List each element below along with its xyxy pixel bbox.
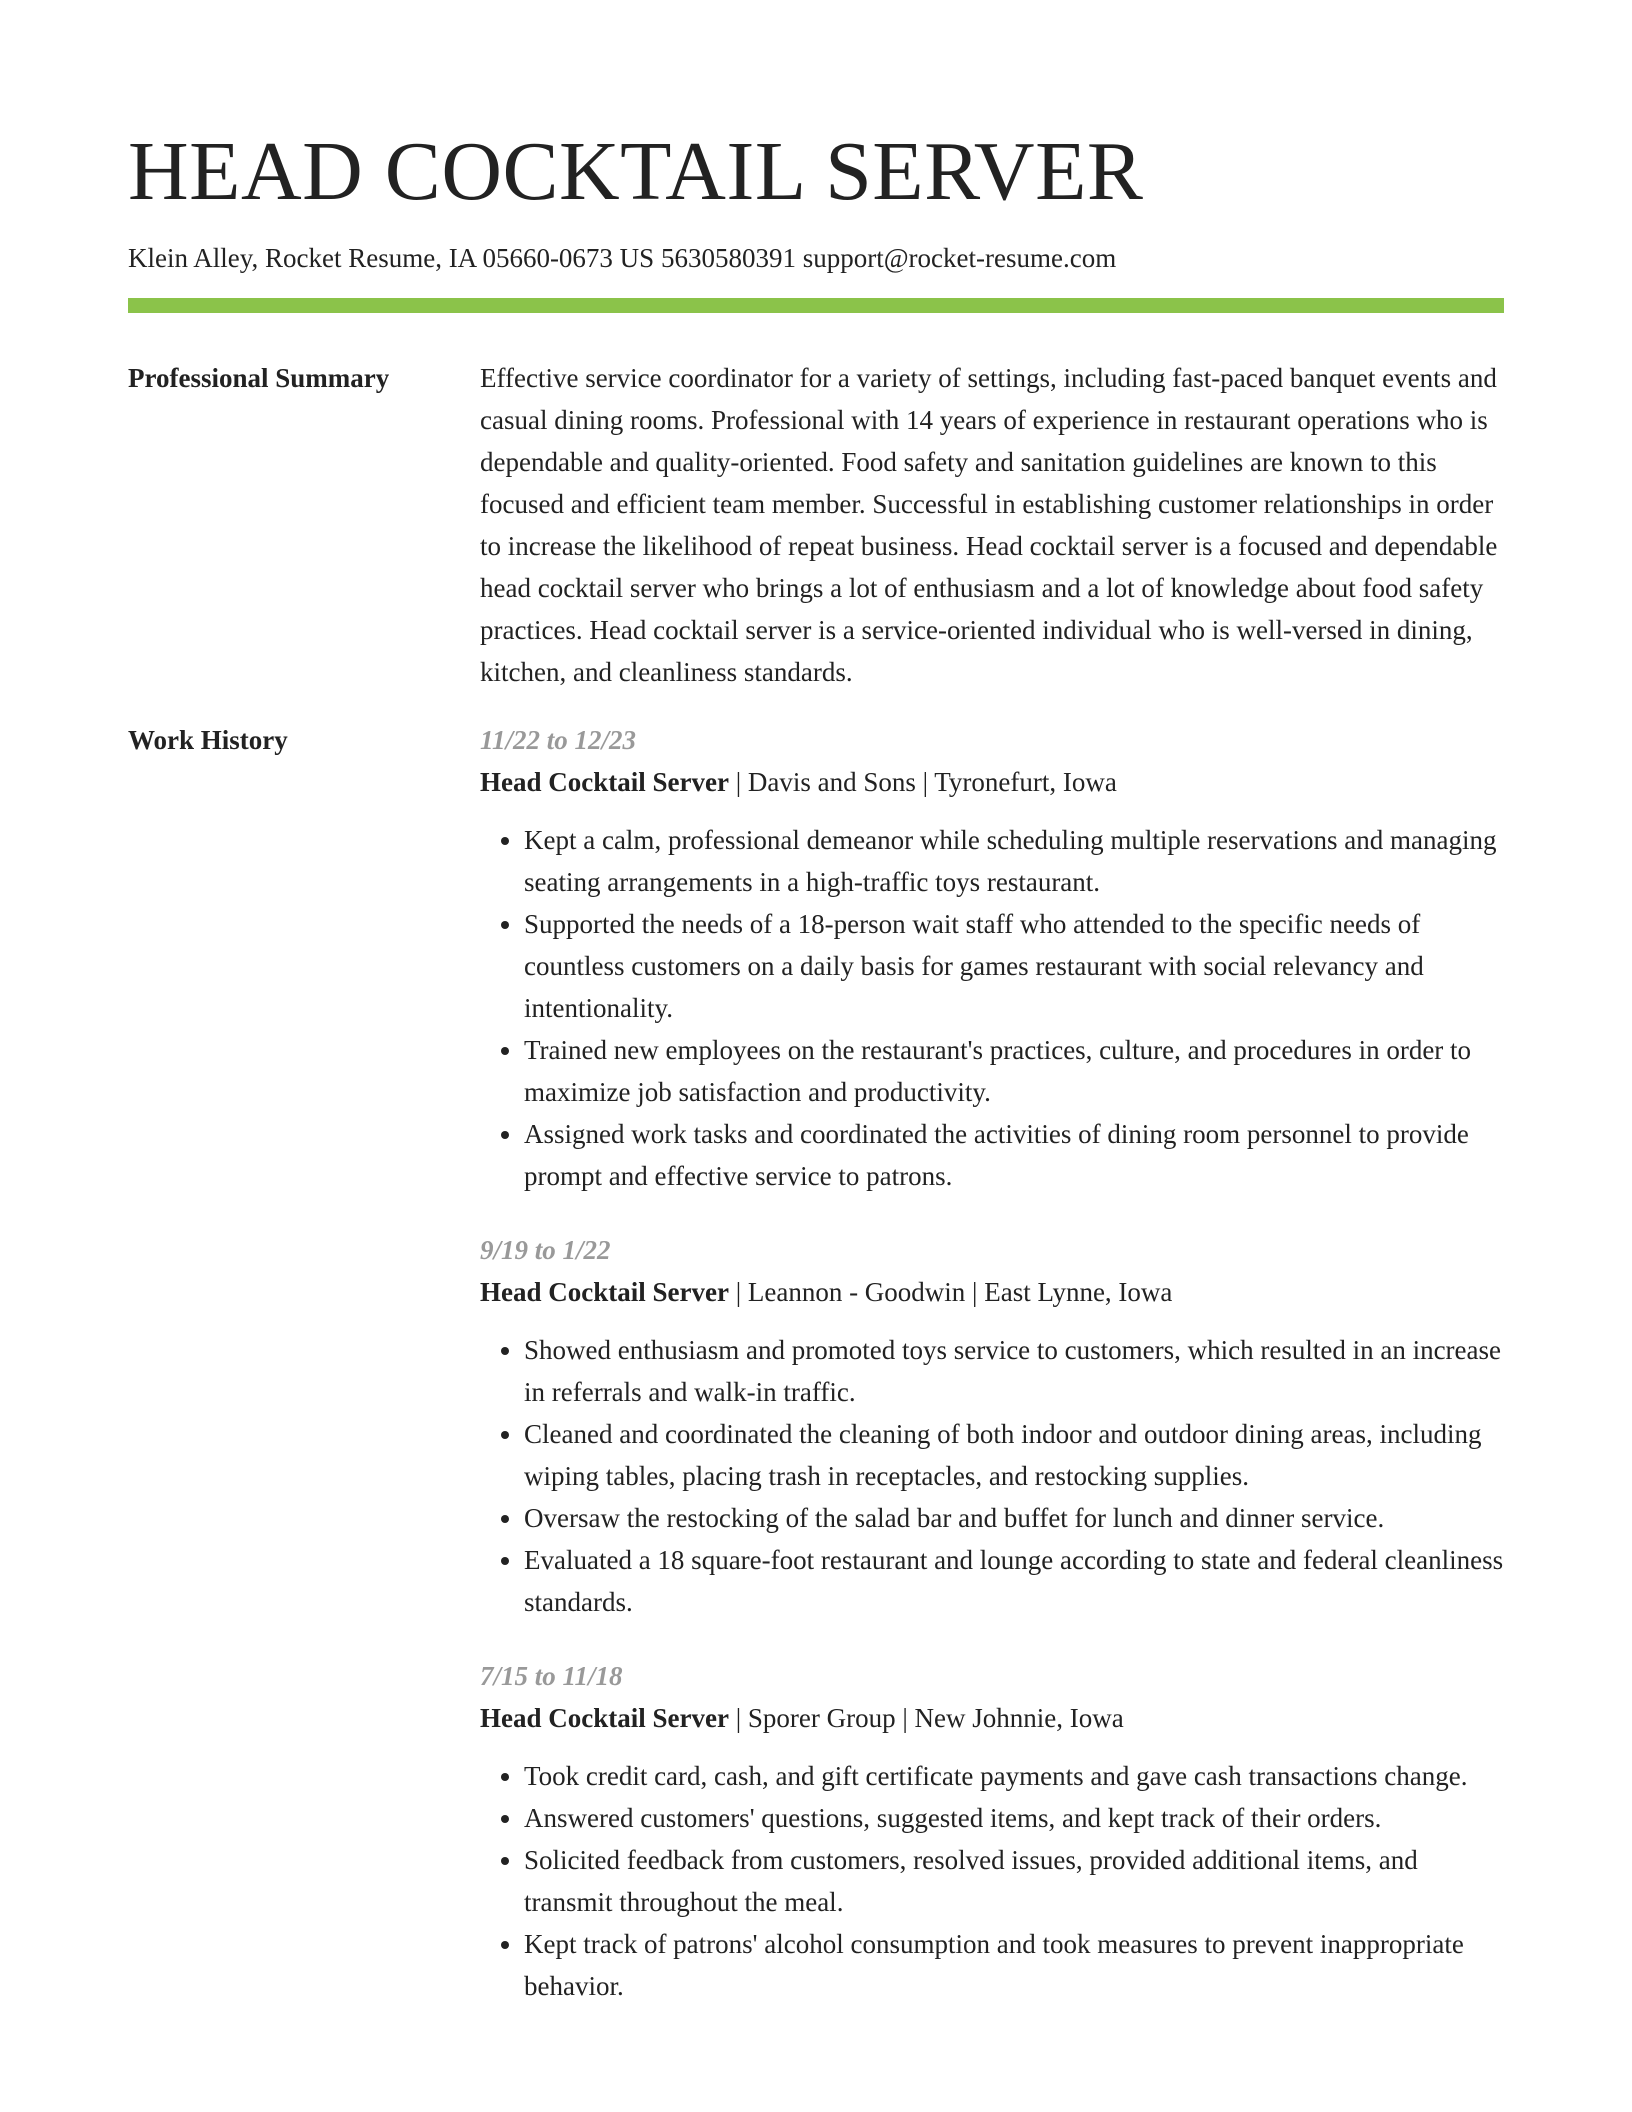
job-details: | Sporer Group | New Johnnie, Iowa — [728, 1703, 1124, 1733]
work-history-body — [480, 723, 1504, 2039]
job-bullet: • Trained new employees on the restaurant's practices, culture, and procedures in order to maximize job satisfaction and productivity. — [524, 1029, 1504, 1113]
job-entry — [480, 1229, 1504, 1623]
accent-divider — [128, 298, 1504, 313]
summary-heading: Professional Summary — [128, 363, 390, 393]
contact-line: Klein Alley, Rocket Resume, IA 05660-0673 US 5630580391 support@rocket-resume.com — [128, 243, 1117, 273]
summary-section — [128, 361, 1504, 693]
job-bullet: • Supported the needs of a 18-person wait staff who attended to the specific needs of countless customers on a daily basis for games restaurant with social relevancy and intentionality. — [524, 903, 1504, 1029]
job-bullet: • Answered customers' questions, suggested items, and kept track of their orders. — [524, 1797, 1504, 1839]
job-bullets — [480, 1329, 1504, 1623]
job-bullet: • Evaluated a 18 square-foot restaurant and lounge according to state and federal cleanliness standards. — [524, 1539, 1504, 1623]
job-entry — [480, 1655, 1504, 2007]
job-bullet: • Took credit card, cash, and gift certificate payments and gave cash transactions change. — [524, 1755, 1504, 1797]
resume-page — [128, 0, 1504, 2039]
work-history-section — [128, 723, 1504, 2039]
job-bullet: • Assigned work tasks and coordinated the activities of dining room personnel to provide prompt and effective service to patrons. — [524, 1113, 1504, 1197]
job-dates: 9/19 to 1/22 — [480, 1235, 611, 1265]
job-title: Head Cocktail Server — [480, 767, 729, 797]
job-dates: 7/15 to 11/18 — [480, 1661, 623, 1691]
job-title: Head Cocktail Server — [480, 1703, 729, 1733]
job-heading — [480, 1697, 1504, 1739]
job-bullet: • Showed enthusiasm and promoted toys service to customers, which resulted in an increase in referrals and walk-in traffic. — [524, 1329, 1504, 1413]
job-bullet: • Kept a calm, professional demeanor while scheduling multiple reservations and managing seating arrangements in a high-traffic toys restaurant. — [524, 819, 1504, 903]
summary-body — [480, 361, 1504, 693]
job-bullet: • Cleaned and coordinated the cleaning of both indoor and outdoor dining areas, including wiping tables, placing trash in receptacles, and restocking supplies. — [524, 1413, 1504, 1497]
job-heading — [480, 1271, 1504, 1313]
job-details: | Davis and Sons | Tyronefurt, Iowa — [728, 767, 1117, 797]
summary-text: Effective service coordinator for a variety of settings, including fast-paced banquet events and casual dining rooms. Professional with 14 years of experience in restaurant operations who is dependable and quality-oriented. Food safety and sanitation guidelines are known to this focused and efficient team member. Successful in establishing customer relationships in order to increase the likelihood of repeat business. Head cocktail server is a focused and dependable head cocktail server who brings a lot of enthusiasm and a lot of knowledge about food safety practices. Head cocktail server is a service-oriented individual who is well-versed in dining, kitchen, and cleanliness standards. — [480, 363, 1498, 687]
job-entry — [480, 719, 1504, 1197]
job-bullet: • Kept track of patrons' alcohol consumption and took measures to prevent inappropriate behavior. — [524, 1923, 1504, 2007]
job-bullet: • Solicited feedback from customers, resolved issues, provided additional items, and transmit throughout the meal. — [524, 1839, 1504, 1923]
job-details: | Leannon - Goodwin | East Lynne, Iowa — [728, 1277, 1173, 1307]
job-title: Head Cocktail Server — [480, 1277, 729, 1307]
job-bullet: • Oversaw the restocking of the salad bar and buffet for lunch and dinner service. — [524, 1497, 1504, 1539]
job-bullets — [480, 819, 1504, 1197]
job-bullets — [480, 1755, 1504, 2007]
resume-title: HEAD COCKTAIL SERVER — [128, 125, 1144, 218]
work-history-heading: Work History — [128, 725, 288, 755]
job-dates: 11/22 to 12/23 — [480, 725, 637, 755]
job-heading — [480, 761, 1504, 803]
